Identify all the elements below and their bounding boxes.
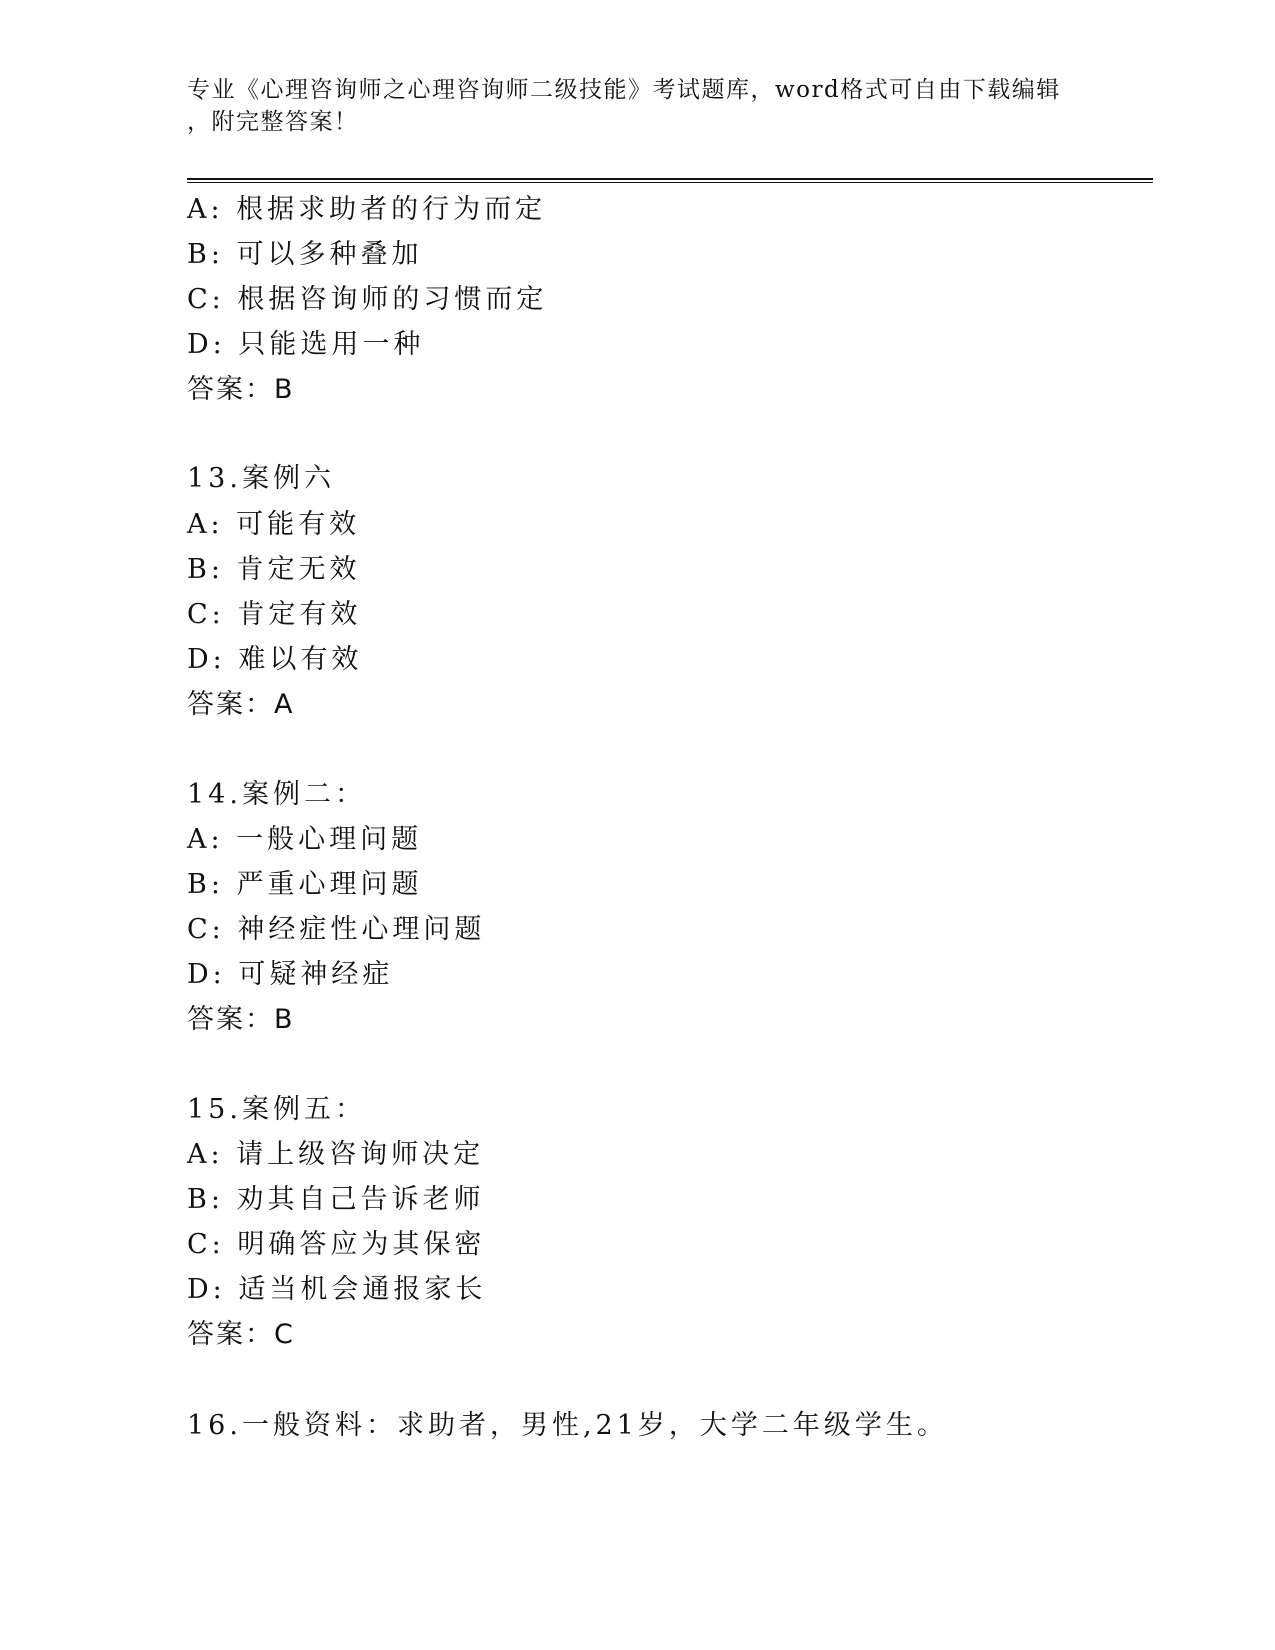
q13-option-b: B: 肯定无效	[187, 554, 361, 585]
header-line-2: ，附完整答案！	[187, 109, 359, 135]
q14-option-a: A: 一般心理问题	[187, 824, 423, 855]
header-line-1: 专业《心理咨询师之心理咨询师二级技能》考试题库，word格式可自由下载编辑	[187, 77, 1061, 103]
q13-answer: 答案：A	[187, 689, 295, 720]
q14-option-d: D: 可疑神经症	[187, 959, 394, 990]
q14-option-b: B: 严重心理问题	[187, 869, 423, 900]
q13-question: 13.案例六	[187, 463, 335, 494]
q12-option-c: C: 根据咨询师的习惯而定	[187, 284, 548, 315]
q15-option-a: A: 请上级咨询师决定	[187, 1139, 485, 1170]
q13-option-a: A: 可能有效	[187, 509, 361, 540]
q14-answer: 答案：B	[187, 1004, 295, 1035]
header-divider-thick	[187, 178, 1153, 180]
q14-question: 14.案例二：	[187, 779, 366, 810]
q15-option-c: C: 明确答应为其保密	[187, 1229, 486, 1260]
q14-option-c: C: 神经症性心理问题	[187, 914, 486, 945]
q12-option-b: B: 可以多种叠加	[187, 239, 423, 270]
q12-answer: 答案：B	[187, 374, 295, 405]
document-header	[187, 74, 1067, 138]
q15-answer: 答案：C	[187, 1319, 295, 1350]
q12-option-a: A: 根据求助者的行为而定	[187, 194, 547, 225]
q16-question: 16.一般资料：求助者，男性,21岁，大学二年级学生。	[187, 1410, 948, 1441]
q15-option-d: D: 适当机会通报家长	[187, 1274, 487, 1305]
q13-option-d: D: 难以有效	[187, 644, 363, 675]
q15-question: 15.案例五：	[187, 1094, 366, 1125]
q15-option-b: B: 劝其自己告诉老师	[187, 1184, 485, 1215]
header-divider-thin	[187, 182, 1153, 183]
q12-option-d: D: 只能选用一种	[187, 329, 425, 360]
q13-option-c: C: 肯定有效	[187, 599, 362, 630]
